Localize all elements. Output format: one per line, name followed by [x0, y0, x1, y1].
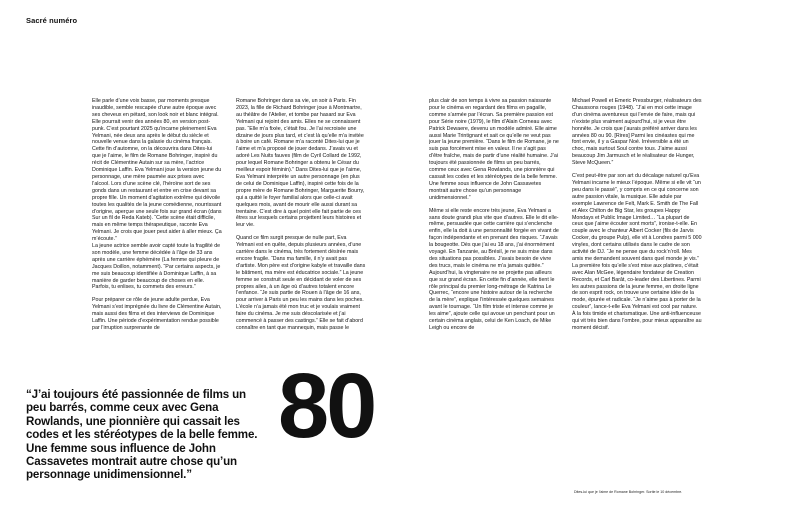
big-number: 80	[278, 355, 375, 457]
article-column-4	[572, 98, 702, 361]
article-column-1	[92, 98, 222, 373]
paragraph: Romane Bohringer dans sa vie, un soir à Paris. Fin 2023, la fille de Richard Bohringer joue à Montmartre, au théâtre de l’Atelier, et tombe par hasard sur Eva Yelmani qui rejoint des amis. Elles ne se connaissent pas. “Elle m’a fixée, c’était fou. Je l’ai recroisée une dizaine de jours plus tard, et c’est là qu’elle m’a invitée à boire un café. Romane m’a raconté Dites-lui que je l’aime et m’a proposé de jouer dedans. J’avais vu et adoré Les Nuits fauves (film de Cyril Collard de 1992, pour lequel Romane Bohringer a obtenu le César du meilleur espoir féminin).” Dans Dites-lui que je l’aime, Eva Yelmani interprète un autre personnage (en plus de celui de Dominique Laffin), inspiré cette fois de la propre mère de Romane Bohringer, Marguerite Bourry, qui a quitté le foyer familial alors que celle-ci avait quelques mois, avant de mourir elle aussi durant sa trentaine. C’est dire à quel point elle fait partie de ces êtres sur lesquels certains projettent leurs histoires et leur vie.	[236, 98, 365, 229]
paragraph: La jeune actrice semble avoir capté toute la fragilité de son modèle, une femme décédée à l’âge de 33 ans après une carrière éphémère (La femme qui pleure de Jacques Doillon, notamment). “Par certains aspects, je me suis beaucoup identifiée à Dominique Laffin, à sa manière de garder beaucoup de choses en elle. Parfois, tu enlises, tu commets des erreurs.”	[92, 243, 221, 291]
paragraph: Quand ce film surgit presque de nulle part, Eva Yelmani est en quête, depuis plusieurs années, d’une carrière dans le cinéma, très fortement désirée mais encore fragile. “Dans ma famille, il n’y avait pas d’artiste. Mon père est d’origine kabyle et travaille dans le bâtiment, ma mère est éducatrice sociale.” La jeune femme se construit seule en décidant de voler de ses propres ailes, à un âge où d’autres totalent encore l’enfance. “Je suis partie de Rouen à l’âge de 16 ans, pour arriver à Paris un peu les mains dans les poches. L’école n’a jamais été mon truc et je voulais vraiment faire du cinéma. Je me suis déscolarisée et j’ai commencé à passer des castings.” Elle se fait d’abord connaître en tant que mannequin, mais passe le	[236, 235, 366, 331]
pull-quote: “J’ai toujours été passionnée de films un peu barrés, comme ceux avec Gena Rowlands, une pionnière qui cassait les codes et les stéréotypes de la belle femme. Une femme sous influence de John Cassavetes montrait autre chose qu’un personnage unidimensionnel.”	[26, 388, 258, 482]
article-column-2	[236, 98, 366, 392]
article-column-3	[429, 98, 559, 355]
paragraph: plus clair de son temps à vivre sa passion naissante pour le cinéma en regardant des films en pagaille, comme s’armée par l’écran. Sa première passion est pour Série noire (1979), le film d’Alain Corneau avec Patrick Dewaere, devenu un modèle admiré. Elle aime aussi Marie Trintignant et sait ce qu’elle ne veut pas jouer la jeune première. “Dans le film de Romane, je ne suis pas forcément mise en valeur. Il ne s’agit pas d’être fraîche, mais de partir d’une réalité humaine. J’ai toujours été passionnée de films un peu barrés, comme ceux avec Gena Rowlands, une pionnière qui cassait les codes et les stéréotypes de la belle femme. Une femme sous influence de John Cassavetes montrait autre chose qu’un personnage unidimensionnel.”	[429, 98, 559, 201]
paragraph: Michael Powell et Emeric Pressburger, réalisateurs des Chaussons rouges (1948). “J’ai en moi cette image d’un cinéma aventureux qui l’envie de faire, mais qui n’existe plus vraiment aujourd’hui, si je veux être honnête. Je crois que j’aurais préféré arriver dans les années 80 ou 90. [Rires] Parmi les cinéastes qui me font envie, il y a Gaspar Noé. Irréversible a été un choc, mais surtout Soul contre tous. J’aime aussi beaucoup Jim Jarmusch et le réalisateur de Hunger, Steve McQueen.”	[572, 98, 702, 167]
paragraph: Elle parle d’une voix basse, par moments presque inaudible, semble rescapée d’une autre époque avec ses cheveux en pétard, son look noir et blanc intégral. Elle pourrait venir des années 80, en version post-punk. C’est pourtant 2025 qu’incarne pleinement Eva Yelmani, née deux ans après le début du siècle et nouvelle venue dans la galaxie du cinéma français. Cette fin d’automne, on la découvrira dans Dites-lui que je l’aime, le film de Romane Bohringer, inspiré du récit de Clémentine Autain sur sa mère, l’actrice Dominique Laffin. Eva Yelmani joue la version jeune du personnage, une mère paumée aux prises avec l’alcool. Lors d’une scène clé, l’héroïne sort de ses gonds dans un restaurant et entre en crise devant sa propre fille. Un moment d’agitation extrême qui dévoile toutes les qualités de la jeune comédienne, nourrissant d’origine, aperçue une seule fois sur grand écran (dans Sur un fil de Reda Kateb). “Cette scène était difficile, mais en même temps thérapeutique, raconte Eva Yelmani. Je crois que jouer peut aider à aller mieux. Ça m’écoute.”	[92, 98, 222, 243]
photo-caption: Dites-lui que je l’aime de Romane Bohringer. Sortie le 10 décembre.	[574, 490, 683, 494]
paragraph: C’est peut-être par son art du décalage naturel qu’Eva Yelmani incarne le mieux l’époque. Même si elle vit “un peu dans le passé”, y compris en ce qui concerne son autre passion vitale, la musique. Elle adule par exemple Lawrence de Felt, Mark E. Smith de The Fall et Alex Chilton de Big Star, les groupes Happy Mondays et Public Image Limited… “La plupart de ceux que j’aime écouter sont morts”, ironise-t-elle. En couple avec le chanteur Albert Cocker (fils de Jarvis Cocker, du groupe Pulp), elle vit à Londres parmi 5 000 vinyles, dont certains utilisés dans le cadre de son activité de DJ. “Je ne pense que du rock’n’roll. Mes amis me demandent souvent dans quel monde je vis.” La première fois qu’elle s’est mise aux platines, c’était avec Alan McGee, légendaire fondateur de Creation Records, et Carl Barât, co-leader des Libertines. Parmi les autres passions de la jeune femme, en droite ligne de son esprit rock, on trouve une certaine idée de la mode, épurée et radicale. “Je n’aime pas à porter de la couleur”, lance-t-elle Eva Yelmani est cool par nature. À la fois timide et charismatique. Une anti-influenceuse qui vit très bien dans l’ombre, pour mieux apparaître au moment décisif.	[572, 173, 702, 331]
paragraph: Pour préparer ce rôle de jeune adulte perdue, Eva Yelmani s’est imprégnée du livre de Clémentine Autain, mais aussi des films et des interviews de Dominique Laffin. Une période d’expérimentation rendue possible par l’irruption surprenante de	[92, 297, 222, 331]
section-title: Sacré numéro	[26, 16, 78, 25]
paragraph: Même si elle reste encore très jeune, Eva Yelmani a sans doute grandi plus vite que d’autres. Elle le dit elle-même, persuadée que cette carrière qui s’enclenche enfin, elle la doit à une personnalité forgée en vivant de façon indépendante et en prenant des risques. “J’avais la bougeotte. Dès que j’ai eu 18 ans, j’ai énormément voyagé. En Tanzanie, au Brésil, je ne suis mise dans des situations pas possibles. J’avais besoin de vivre des trucs, mais le cinéma ne m’a jamais quittée.” Aujourd’hui, la vingtenaire ne se projette pas ailleurs que sur grand écran. En cette fin d’année, elle tient le rôle principal du premier long-métrage de Katrina Le Querrec, “encore une histoire autour de la recherche de la mère”, explique l’intéressée quelques semaines avant le tournage. “Un film triste et intense comme je les aime”, ajoute celle qui avoue un penchant pour un certain cinéma anglais, celui de Ken Loach, de Mike Leigh ou encore de	[429, 207, 559, 331]
